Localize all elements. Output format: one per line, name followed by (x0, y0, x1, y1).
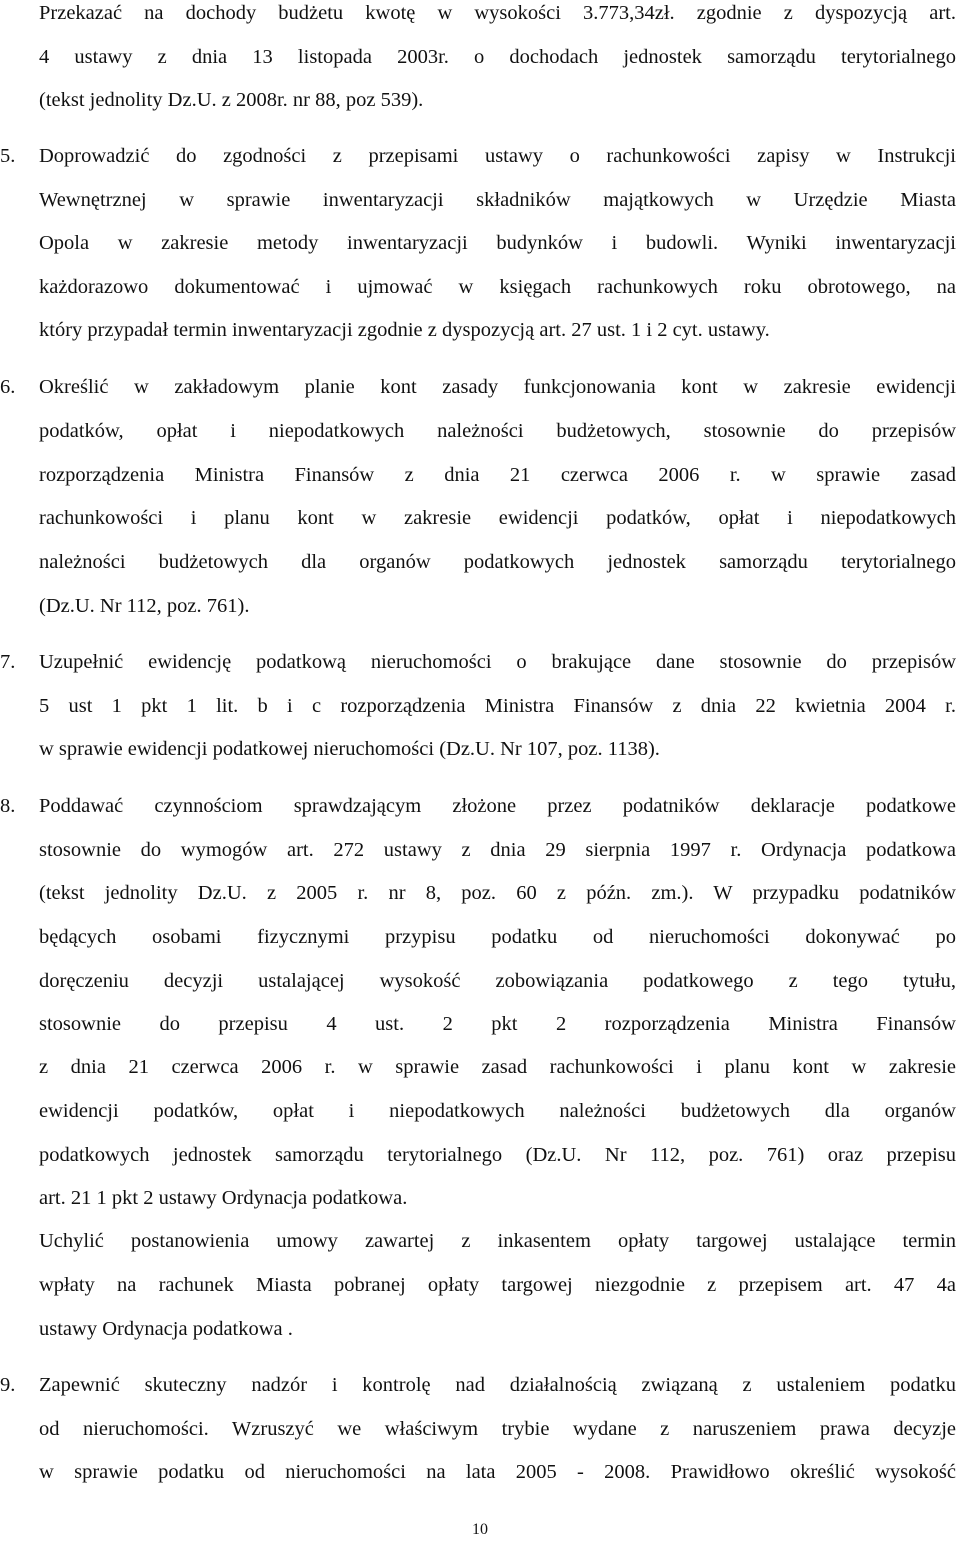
item-6-line-6: (Dz.U. Nr 112, poz. 761). (39, 595, 250, 617)
item-8-line-2: stosownie do wymogów art. 272 ustawy z dnia 29 sierpnia 1997 r. Ordynacja podatkowa (39, 839, 956, 861)
item-8-line-6: stosownie do przepisu 4 ust. 2 pkt 2 rozporządzenia Ministra Finansów (39, 1013, 956, 1035)
item-number-8: 8. (0, 795, 16, 817)
page-number: 10 (472, 1521, 488, 1538)
item-8-line-9: podatkowych jednostek samorządu terytorialnego (Dz.U. Nr 112, poz. 761) oraz przepisu (39, 1144, 956, 1166)
item-9-line-2: od nieruchomości. Wzruszyć we właściwym trybie wydane z naruszeniem prawa decyzje (39, 1418, 956, 1440)
item-5-line-5: który przypadał termin inwentaryzacji zgodnie z dyspozycją art. 27 ust. 1 i 2 cyt. ustawy. (39, 319, 770, 341)
item-number-7: 7. (0, 651, 16, 673)
item-5-line-2: Wewnętrznej w sprawie inwentaryzacji składników majątkowych w Urzędzie Miasta (39, 189, 956, 211)
item-7-line-2: 5 ust 1 pkt 1 lit. b i c rozporządzenia Ministra Finansów z dnia 22 kwietnia 2004 r. (39, 695, 956, 717)
item-number-5: 5. (0, 145, 16, 167)
item-5-line-4: każdorazowo dokumentować i ujmować w księgach rachunkowych roku obrotowego, na (39, 276, 956, 298)
item-8-line-1: Poddawać czynnościom sprawdzającym złożone przez podatników deklaracje podatkowe (39, 795, 956, 817)
item-9-line-3: w sprawie podatku od nieruchomości na lata 2005 - 2008. Prawidłowo określić wysokość (39, 1461, 956, 1483)
item-8-line-12: wpłaty na rachunek Miasta pobranej opłaty targowej niezgodnie z przepisem art. 47 4a (39, 1274, 956, 1296)
item-6-line-4: rachunkowości i planu kont w zakresie ewidencji podatków, opłat i niepodatkowych (39, 507, 956, 529)
item-8-line-13: ustawy Ordynacja podatkowa . (39, 1318, 293, 1340)
item-5-line-3: Opola w zakresie metody inwentaryzacji budynków i budowli. Wyniki inwentaryzacji (39, 232, 956, 254)
intro-line-2: 4 ustawy z dnia 13 listopada 2003r. o dochodach jednostek samorządu terytorialnego (39, 46, 956, 68)
item-8-line-11: Uchylić postanowienia umowy zawartej z inkasentem opłaty targowej ustalające termin (39, 1230, 956, 1252)
item-6-line-5: należności budżetowych dla organów podatkowych jednostek samorządu terytorialnego (39, 551, 956, 573)
item-8-line-4: będących osobami fizycznymi przypisu podatku od nieruchomości dokonywać po (39, 926, 956, 948)
item-8-line-3: (tekst jednolity Dz.U. z 2005 r. nr 8, poz. 60 z późn. zm.). W przypadku podatników (39, 882, 956, 904)
item-number-9: 9. (0, 1374, 16, 1396)
item-7-line-1: Uzupełnić ewidencję podatkową nieruchomości o brakujące dane stosownie do przepisów (39, 651, 956, 673)
item-8-line-10: art. 21 1 pkt 2 ustawy Ordynacja podatkowa. (39, 1187, 408, 1209)
item-7-line-3: w sprawie ewidencji podatkowej nieruchomości (Dz.U. Nr 107, poz. 1138). (39, 738, 660, 760)
item-6-line-3: rozporządzenia Ministra Finansów z dnia 21 czerwca 2006 r. w sprawie zasad (39, 464, 956, 486)
item-8-line-8: ewidencji podatków, opłat i niepodatkowych należności budżetowych dla organów (39, 1100, 956, 1122)
item-6-line-1: Określić w zakładowym planie kont zasady funkcjonowania kont w zakresie ewidencji (39, 376, 956, 398)
item-8-line-5: doręczeniu decyzji ustalającej wysokość zobowiązania podatkowego z tego tytułu, (39, 970, 956, 992)
item-5-line-1: Doprowadzić do zgodności z przepisami ustawy o rachunkowości zapisy w Instrukcji (39, 145, 956, 167)
item-6-line-2: podatków, opłat i niepodatkowych należności budżetowych, stosownie do przepisów (39, 420, 956, 442)
item-8-line-7: z dnia 21 czerwca 2006 r. w sprawie zasad rachunkowości i planu kont w zakresie (39, 1056, 956, 1078)
intro-line-3: (tekst jednolity Dz.U. z 2008r. nr 88, poz 539). (39, 89, 424, 111)
item-9-line-1: Zapewnić skuteczny nadzór i kontrolę nad działalnością związaną z ustaleniem podatku (39, 1374, 956, 1396)
intro-line-1: Przekazać na dochody budżetu kwotę w wysokości 3.773,34zł. zgodnie z dyspozycją art. (39, 2, 956, 24)
item-number-6: 6. (0, 376, 16, 398)
